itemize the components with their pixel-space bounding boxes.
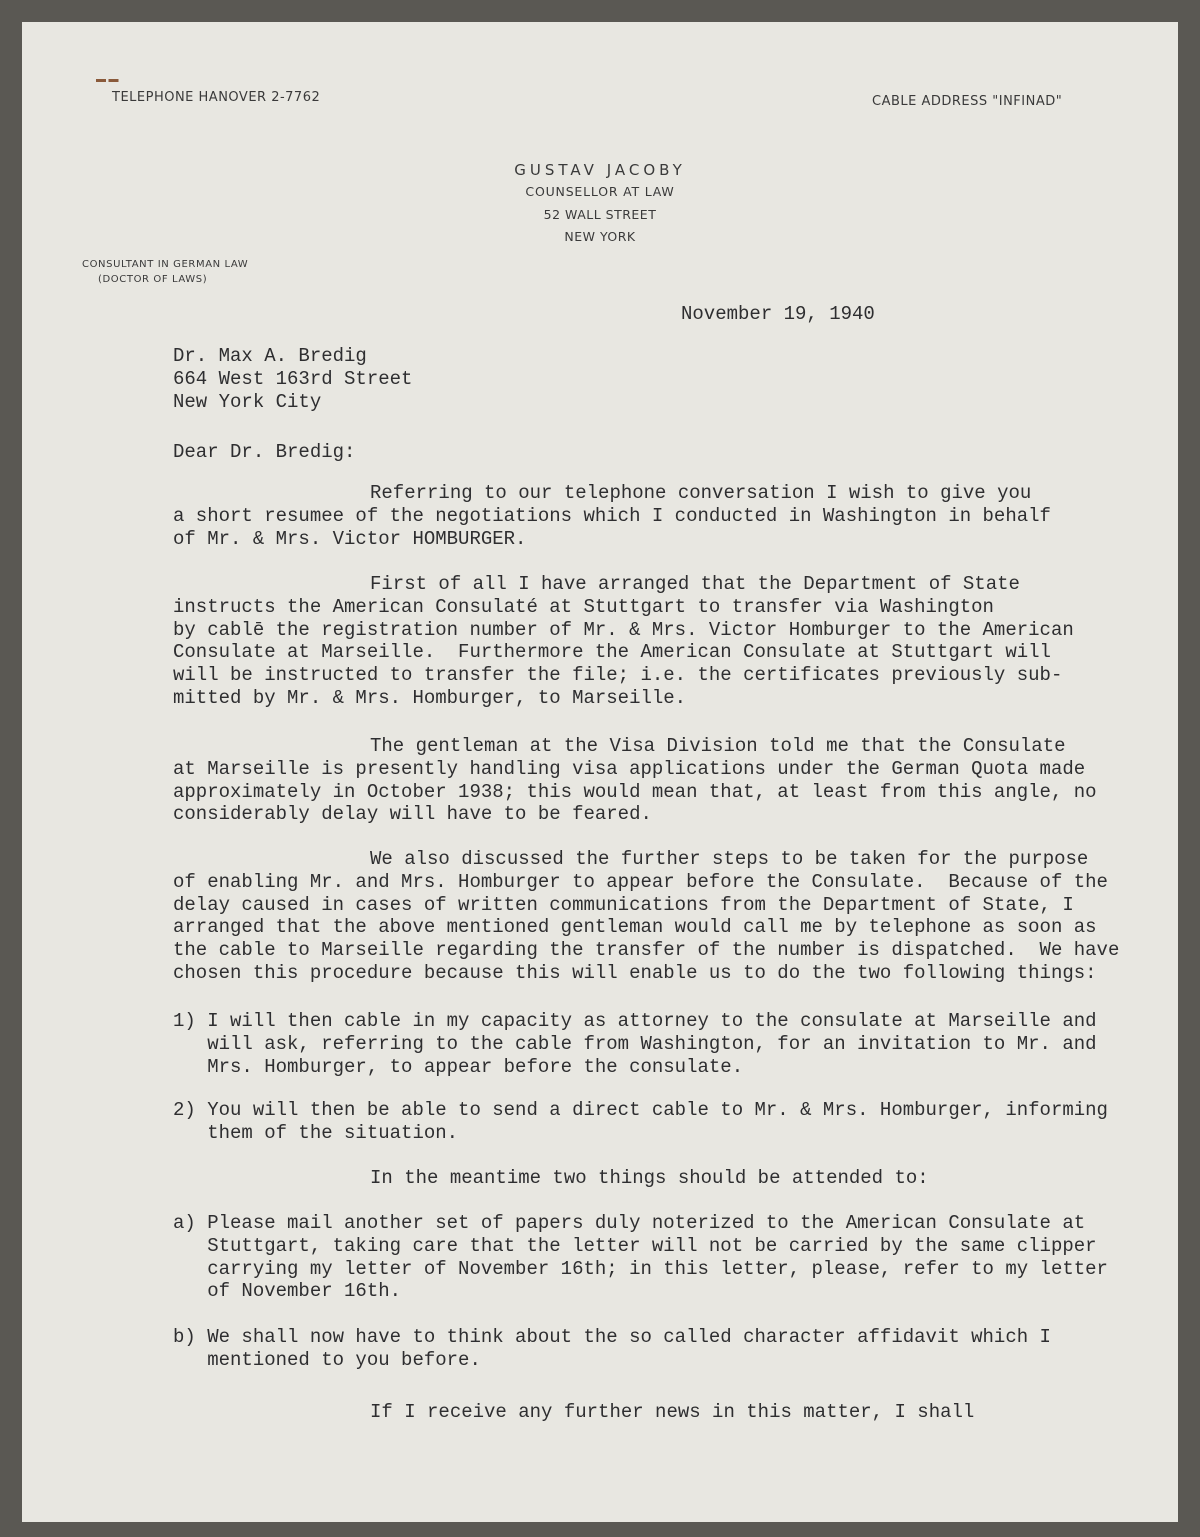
degree-line: (DOCTOR OF LAWS) (98, 274, 208, 285)
body-line: 2) You will then be able to send a direct cable to Mr. & Mrs. Homburger, informing (173, 1099, 1108, 1121)
firm-name: GUSTAV JACOBY (514, 161, 686, 179)
body-line: by cablē the registration number of Mr. & Mrs. Victor Homburger to the American (173, 618, 1074, 641)
body-line: arranged that the above mentioned gentleman would call me by telephone as soon as (173, 916, 1097, 939)
body-line: mitted by Mr. & Mrs. Homburger, to Marseille. (173, 687, 687, 709)
body-line: instructs the American Consulaté at Stuttgart to transfer via Washington (173, 595, 994, 618)
body-line: the cable to Marseille regarding the transfer of the number is dispatched. We have (173, 939, 1120, 962)
telephone: TELEPHONE HANOVER 2-7762 (112, 90, 321, 105)
body-line: Mrs. Homburger, to appear before the consulate. (173, 1055, 744, 1078)
body-line: chosen this procedure because this will enable us to do the two following things: (173, 962, 1097, 984)
body-line: Stuttgart, taking care that the letter will not be carried by the same clipper (173, 1234, 1097, 1257)
body-line: considerably delay will have to be feared. (173, 803, 652, 826)
body-line: Consulate at Marseille. Furthermore the American Consulate at Stuttgart will (173, 641, 1051, 664)
body-line: If I receive any further news in this matter, I shall (370, 1401, 975, 1423)
body-line: We also discussed the further steps to be taken for the purpose (370, 848, 1089, 870)
body-line: delay caused in cases of written communications from the Department of State, I (173, 893, 1074, 916)
body-line: them of the situation. (173, 1121, 459, 1144)
body-line: of enabling Mr. and Mrs. Homburger to appear before the Consulate. Because of the (173, 870, 1108, 893)
address-line: Dr. Max A. Bredig (173, 345, 367, 367)
body-line: 1) I will then cable in my capacity as attorney to the consulate at Marseille and (173, 1010, 1097, 1032)
body-line: carrying my letter of November 16th; in this letter, please, refer to my letter (173, 1257, 1108, 1280)
cable-address: CABLE ADDRESS "INFINAD" (872, 94, 1063, 109)
firm-title: COUNSELLOR AT LAW (525, 184, 675, 199)
stain-mark: ▬ ▬ (96, 74, 119, 85)
body-line: The gentleman at the Visa Division told me that the Consulate (370, 735, 1066, 757)
body-line: a short resumee of the negotiations which I conducted in Washington in behalf (173, 504, 1051, 527)
consultant-line: CONSULTANT IN GERMAN LAW (82, 259, 249, 270)
body-line: at Marseille is presently handling visa applications under the German Quota made (173, 757, 1086, 780)
firm-street: 52 WALL STREET (543, 207, 657, 222)
letter-date: November 19, 1940 (681, 303, 875, 325)
body-line: b) We shall now have to think about the so called character affidavit which I (173, 1326, 1051, 1348)
address-line: 664 West 163rd Street (173, 368, 413, 390)
firm-city: NEW YORK (564, 229, 636, 244)
body-line: In the meantime two things should be attended to: (370, 1167, 929, 1189)
body-line: approximately in October 1938; this would mean that, at least from this angle, no (173, 780, 1097, 803)
body-line: mentioned to you before. (173, 1348, 481, 1371)
salutation: Dear Dr. Bredig: (173, 441, 356, 463)
body-line: will be instructed to transfer the file; i.e. the certificates previously sub- (173, 664, 1063, 687)
body-line: Referring to our telephone conversation I wish to give you (370, 482, 1032, 504)
body-line: of Mr. & Mrs. Victor HOMBURGER. (173, 527, 527, 550)
address-line: New York City (173, 391, 322, 413)
body-line: of November 16th. (173, 1280, 402, 1303)
body-line: a) Please mail another set of papers duly noterized to the American Consulate at (173, 1212, 1086, 1234)
body-line: will ask, referring to the cable from Washington, for an invitation to Mr. and (173, 1032, 1097, 1055)
body-line: First of all I have arranged that the Department of State (370, 573, 1020, 595)
